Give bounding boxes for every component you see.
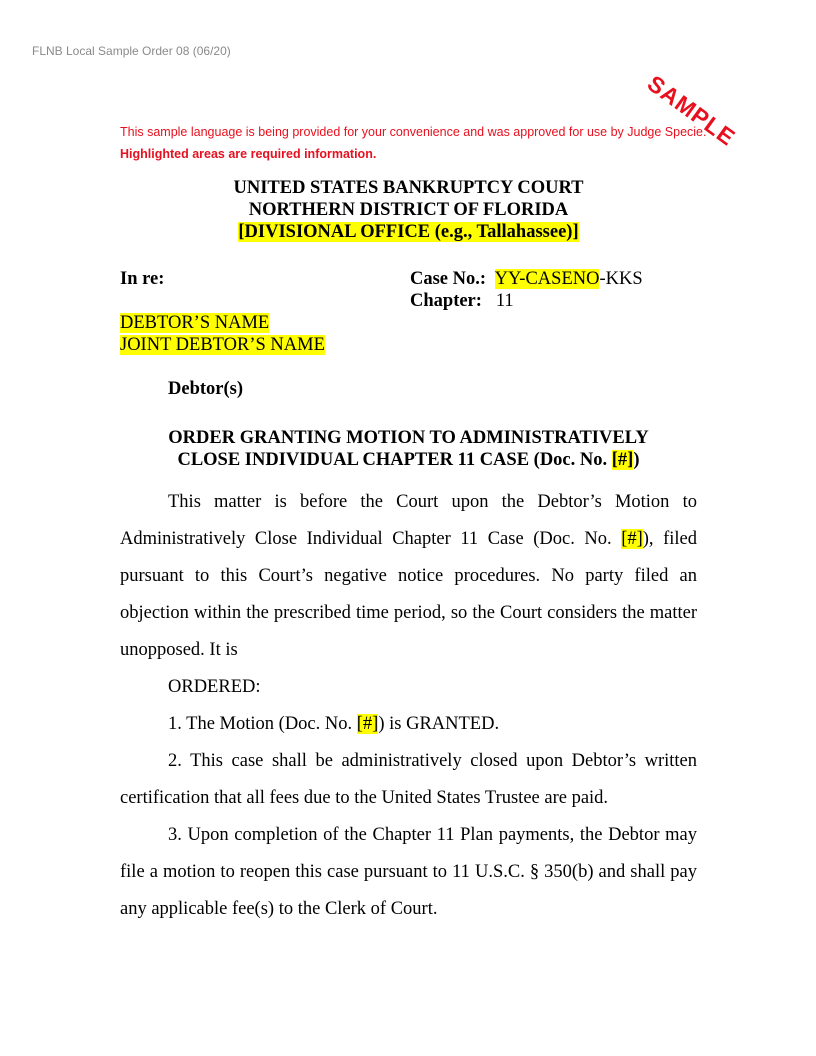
chapter: Chapter: 11 xyxy=(410,291,514,311)
item-2: 2. This case shall be administratively closed upon Debtor’s written certification that all fees due to the United States Trustee are paid. xyxy=(120,751,697,808)
joint-debtor-name: JOINT DEBTOR’S NAME xyxy=(120,335,325,355)
debtor-names xyxy=(120,312,325,356)
order-title: ORDER GRANTING MOTION TO ADMINISTRATIVELY CLOSE INDIVIDUAL CHAPTER 11 CASE (Doc. No. [#]) xyxy=(168,428,649,470)
debtors-label: Debtor(s) xyxy=(168,379,244,399)
in-re-label: In re: xyxy=(120,269,165,289)
order-body xyxy=(120,484,697,928)
note-bold: Highlighted areas are required information. xyxy=(120,147,377,161)
paragraph-1: This matter is before the Court upon the Debtor’s Motion to Administratively Close Individual Chapter 11 Case (Doc. No. [#]), filed pursuant to this Court’s negative notice procedures. No party filed an objection within the prescribed time period, so the Court considers the matter unopposed. It is xyxy=(120,492,698,660)
sample-stamp: SAMPLE xyxy=(642,70,741,151)
debtor-name: DEBTOR’S NAME xyxy=(120,313,270,333)
sample-note xyxy=(120,121,710,165)
item-3: 3. Upon completion of the Chapter 11 Plan payments, the Debtor may file a motion to reopen this case pursuant to 11 U.S.C. § 350(b) and shall pay any applicable fee(s) to the Clerk of Court. xyxy=(120,825,697,919)
form-header: FLNB Local Sample Order 08 (06/20) xyxy=(32,44,231,58)
item-1: 1. The Motion (Doc. No. [#]) is GRANTED. xyxy=(168,714,500,734)
ordered-label: ORDERED: xyxy=(168,677,261,697)
court-line1: UNITED STATES BANKRUPTCY COURT xyxy=(233,178,584,198)
court-heading xyxy=(120,177,697,243)
note-text: This sample language is being provided for your convenience and was approved for use by Judge Specie. xyxy=(120,125,707,139)
case-number: Case No.: YY-CASENO-KKS xyxy=(410,269,643,289)
court-line2: NORTHERN DISTRICT OF FLORIDA xyxy=(248,200,569,220)
court-division: [DIVISIONAL OFFICE (e.g., Tallahassee)] xyxy=(238,222,579,242)
